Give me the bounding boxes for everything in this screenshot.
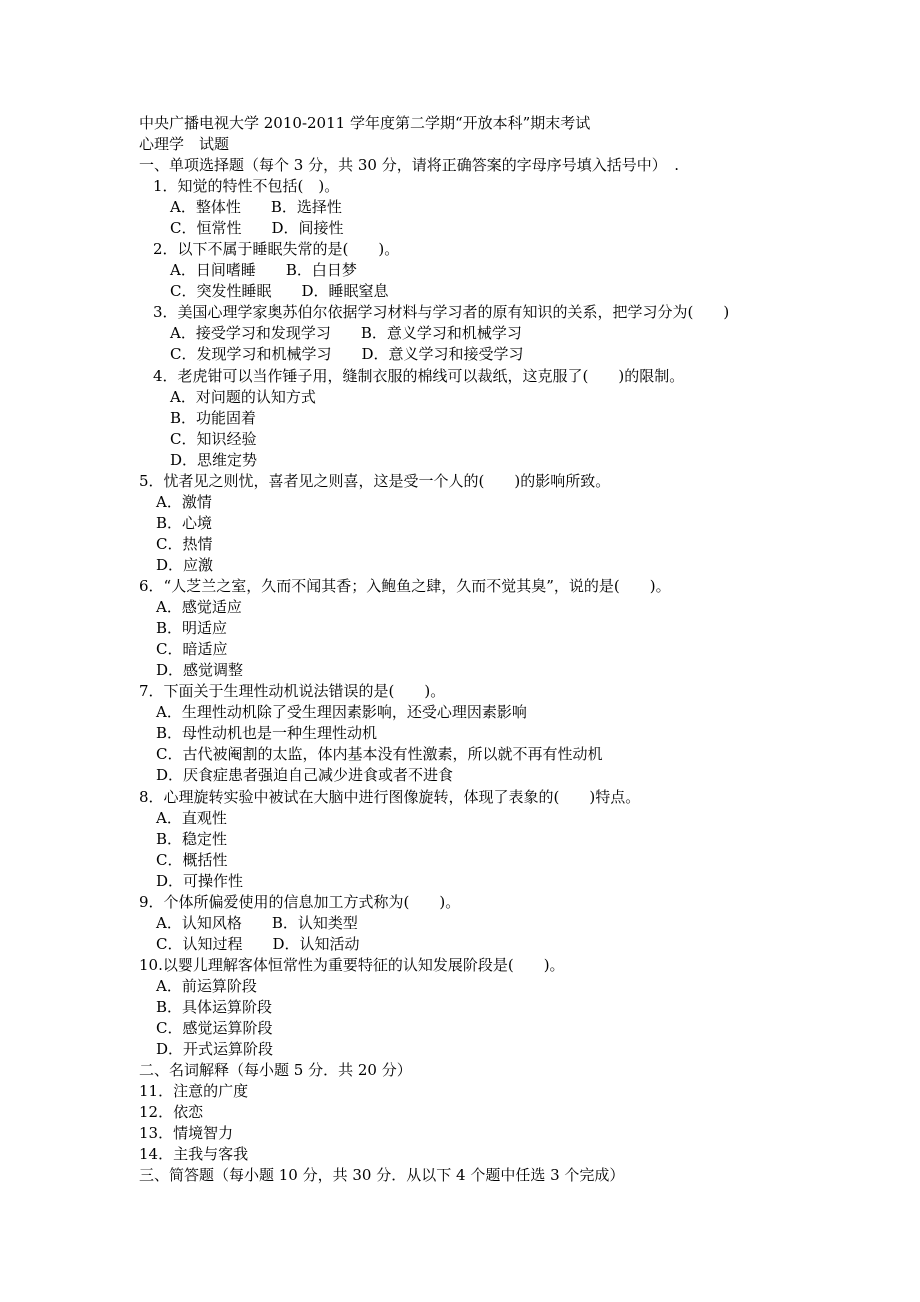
exam-title: 中央广播电视大学 2010-2011 学年度第二学期“开放本科”期末考试 <box>139 114 591 132</box>
question-stem: 7．下面关于生理性动机说法错误的是( )。 <box>139 682 446 700</box>
option: B．功能固着 <box>170 409 257 427</box>
option-row: A．接受学习和发现学习 B．意义学习和机械学习 <box>170 324 522 342</box>
term-item: 13．情境智力 <box>139 1124 234 1142</box>
option: D．开式运算阶段 <box>156 1040 274 1058</box>
option-row: C．恒常性 D．间接性 <box>170 219 344 237</box>
option-row: A．日间嗜睡 B．白日梦 <box>170 261 357 279</box>
term-item: 12．依恋 <box>139 1103 204 1121</box>
option: B．母性动机也是一种生理性动机 <box>156 724 378 742</box>
option-row: C．发现学习和机械学习 D．意义学习和接受学习 <box>170 345 524 363</box>
question-stem: 6．“人芝兰之室，久而不闻其香；入鲍鱼之肆，久而不觉其臭”，说的是( )。 <box>139 577 671 595</box>
option: D．应激 <box>156 556 214 574</box>
question-stem: 9．个体所偏爱使用的信息加工方式称为( )。 <box>139 893 461 911</box>
option: D．可操作性 <box>156 872 244 890</box>
option: C．感觉运算阶段 <box>156 1019 273 1037</box>
term-item: 11．注意的广度 <box>139 1082 249 1100</box>
question-stem: 1．知觉的特性不包括( )。 <box>153 177 340 195</box>
section1-heading: 一、单项选择题（每个 3 分，共 30 分，请将正确答案的字母序号填入括号中） . <box>139 156 679 174</box>
option: C．知识经验 <box>170 430 257 448</box>
option: C．暗适应 <box>156 640 228 658</box>
option: A．激情 <box>156 493 212 511</box>
question-stem: 10.以婴儿理解客体恒常性为重要特征的认知发展阶段是( )。 <box>139 956 565 974</box>
option: A．生理性动机除了受生理因素影响，还受心理因素影响 <box>156 703 527 721</box>
term-item: 14．主我与客我 <box>139 1145 249 1163</box>
option: A．前运算阶段 <box>156 977 257 995</box>
question-stem: 2．以下不属于睡眠失常的是( )。 <box>153 240 400 258</box>
option: C．概括性 <box>156 851 228 869</box>
option: A．感觉适应 <box>156 598 242 616</box>
question-stem: 4．老虎钳可以当作锤子用，缝制衣服的棉线可以裁纸，这克服了( )的限制。 <box>153 367 685 385</box>
option: B．具体运算阶段 <box>156 998 273 1016</box>
option-row: A．整体性 B．选择性 <box>170 198 342 216</box>
question-stem: 3．美国心理学家奥苏伯尔依据学习材料与学习者的原有知识的关系，把学习分为( ) <box>153 303 730 321</box>
option: C．古代被阉割的太监，体内基本没有性激素，所以就不再有性动机 <box>156 745 603 763</box>
option-row: A．认知风格 B．认知类型 <box>156 914 358 932</box>
option: D．感觉调整 <box>156 661 244 679</box>
question-stem: 8．心理旋转实验中被试在大脑中进行图像旋转，体现了表象的( )特点。 <box>139 788 641 806</box>
section2-heading: 二、名词解释（每小题 5 分．共 20 分） <box>139 1061 412 1079</box>
subject-title: 心理学 试题 <box>139 135 230 153</box>
option: D．思维定势 <box>170 451 258 469</box>
question-stem: 5．忧者见之则忧，喜者见之则喜，这是受一个人的( )的影响所致。 <box>139 472 611 490</box>
option: A．直观性 <box>156 809 227 827</box>
option: A．对问题的认知方式 <box>170 388 316 406</box>
option: B．明适应 <box>156 619 228 637</box>
option: B．心境 <box>156 514 213 532</box>
option-row: C．认知过程 D．认知活动 <box>156 935 360 953</box>
option: D．厌食症患者强迫自己减少进食或者不进食 <box>156 766 454 784</box>
option: C．热情 <box>156 535 213 553</box>
section3-heading: 三、简答题（每小题 10 分，共 30 分．从以下 4 个题中任选 3 个完成） <box>139 1166 625 1184</box>
option-row: C．突发性睡眠 D．睡眠窒息 <box>170 282 389 300</box>
option: B．稳定性 <box>156 830 228 848</box>
